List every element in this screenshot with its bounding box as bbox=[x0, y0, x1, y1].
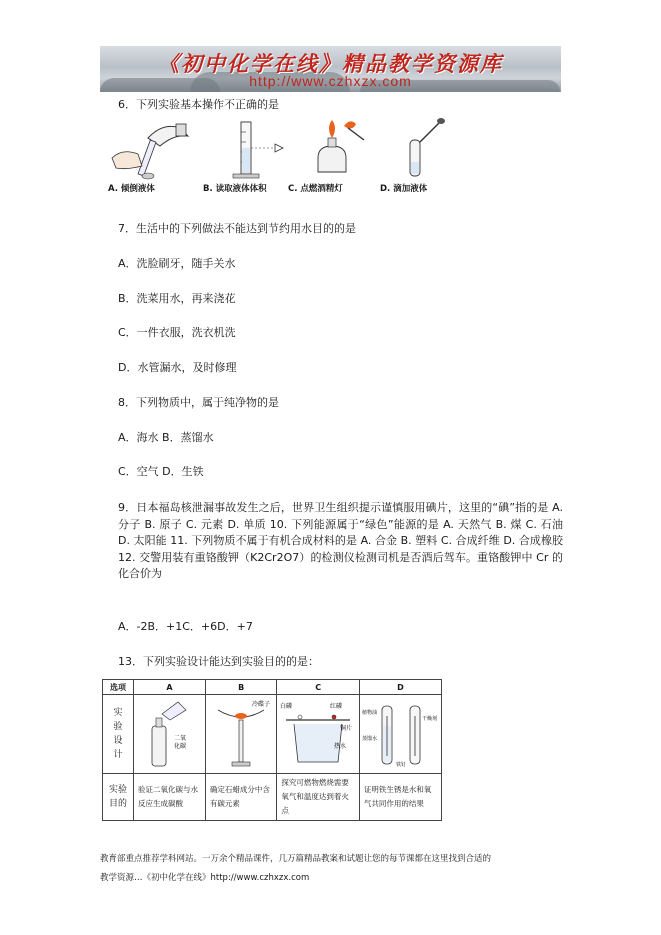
label-d-nail: 铁钉 bbox=[396, 762, 407, 768]
figure-alcohol-lamp bbox=[288, 118, 368, 198]
q7-option-b: B．洗菜用水，再来浇花 bbox=[118, 292, 236, 305]
q8-options-ab: A．海水 B．蒸馏水 bbox=[118, 431, 214, 444]
row-label-goal-text: 实验目的 bbox=[108, 785, 127, 809]
col-header-c: C bbox=[277, 680, 359, 695]
cell-c-design bbox=[277, 695, 359, 774]
q6-option-c: C. 点燃酒精灯 bbox=[288, 184, 343, 194]
q8-options-cd: C．空气 D．生铁 bbox=[118, 465, 204, 478]
label-d-water: 蒸馏水 bbox=[362, 736, 378, 742]
footer-line-1: 教育部重点推荐学科网站。一万余个精品课件，几万篇精品教案和试题让您的每节课都在这里找到合适的 bbox=[100, 854, 492, 864]
label-b-plate: 冷碟子 bbox=[252, 701, 271, 708]
figure-drip-liquid bbox=[380, 118, 460, 198]
footer bbox=[100, 850, 570, 888]
goal-c: 探究可燃物燃烧需要氧气和温度达到着火点 bbox=[281, 778, 349, 815]
label-d-oil: 植物油 bbox=[362, 710, 378, 716]
q7-stem: 7．生活中的下列做法不能达到节约用水目的的是 bbox=[118, 222, 356, 235]
label-c-white-p: 白磷 bbox=[280, 703, 293, 710]
col-header-d: D bbox=[359, 680, 441, 695]
q6-option-a: A. 倾倒液体 bbox=[108, 184, 155, 194]
label-c-hot-water: 热水 bbox=[334, 743, 347, 750]
q7-option-a: A．洗脸刷牙，随手关水 bbox=[118, 257, 236, 270]
q8-stem: 8．下列物质中，属于纯净物的是 bbox=[118, 396, 279, 409]
footer-line-2[interactable]: 教学资源…《初中化学在线》http://www.czhxzx.com bbox=[100, 873, 310, 883]
row-label-design bbox=[103, 695, 134, 774]
row-label-goal bbox=[103, 774, 134, 821]
q7-option-c: C．一件衣服，洗衣机洗 bbox=[118, 326, 236, 339]
q9-12-paragraph: 9．日本福岛核泄漏事故发生之后，世界卫生组织提示谨慎服用碘片，这里的“碘”指的是 A. 分子 B. 原子 C. 元素 D. 单质 10. 下列能源属于“绿色”能源的是 A. 天然气 B. 煤 C. 石油 D. 太阳能 11. 下列物质不属于有机合成材料的是 A. 合金 B. 塑料 C. 合成纤维 D. 合成橡胶 12. 交警用装有重铬酸钾（K2Cr2O7）的检测仪检测司机是否酒后驾车。重铬酸钾中 Cr 的化合价为 bbox=[118, 501, 563, 580]
cell-a-design bbox=[134, 695, 206, 774]
label-c-copper: 铜片 bbox=[340, 725, 353, 732]
col-header-b: B bbox=[205, 680, 277, 695]
q7-option-d: D．水管漏水，及时修理 bbox=[118, 361, 237, 374]
q13-table bbox=[102, 679, 442, 821]
q6-stem: 6．下列实验基本操作不正确的是 bbox=[118, 98, 279, 111]
figure-pour-liquid bbox=[108, 118, 188, 198]
q6-option-b: B. 读取液体体积 bbox=[203, 184, 267, 194]
figure-read-volume bbox=[203, 118, 283, 198]
label-a-co2-1: 二氧 bbox=[174, 735, 187, 742]
row-label-design-text: 实验设计 bbox=[113, 708, 123, 760]
goal-a: 验证二氧化碳与水反应生成碳酸 bbox=[138, 785, 198, 808]
banner-title: 《初中化学在线》精品教学资源库 bbox=[158, 51, 503, 76]
goal-b: 确定石蜡成分中含有碳元素 bbox=[209, 785, 270, 808]
q6-figures bbox=[108, 118, 458, 198]
q13-stem: 13．下列实验设计能达到实验目的的是： bbox=[118, 655, 319, 668]
goal-d: 证明铁生锈是水和氧气共同作用的结果 bbox=[363, 785, 432, 808]
banner-url[interactable]: http://www.czhxzx.com bbox=[249, 73, 412, 89]
q6-option-d: D. 滴加液体 bbox=[380, 184, 428, 194]
cell-b-design bbox=[205, 695, 277, 774]
label-c-red-p: 红磷 bbox=[330, 703, 343, 710]
col-header-option: 选项 bbox=[103, 680, 134, 695]
cell-d-design bbox=[359, 695, 441, 774]
label-a-co2-2: 化碳 bbox=[174, 743, 187, 750]
label-d-drying: 干燥剂 bbox=[422, 716, 438, 722]
header-banner bbox=[100, 46, 561, 92]
q12-options: A．-2B．+1C．+6D．+7 bbox=[118, 620, 253, 633]
col-header-a: A bbox=[134, 680, 206, 695]
